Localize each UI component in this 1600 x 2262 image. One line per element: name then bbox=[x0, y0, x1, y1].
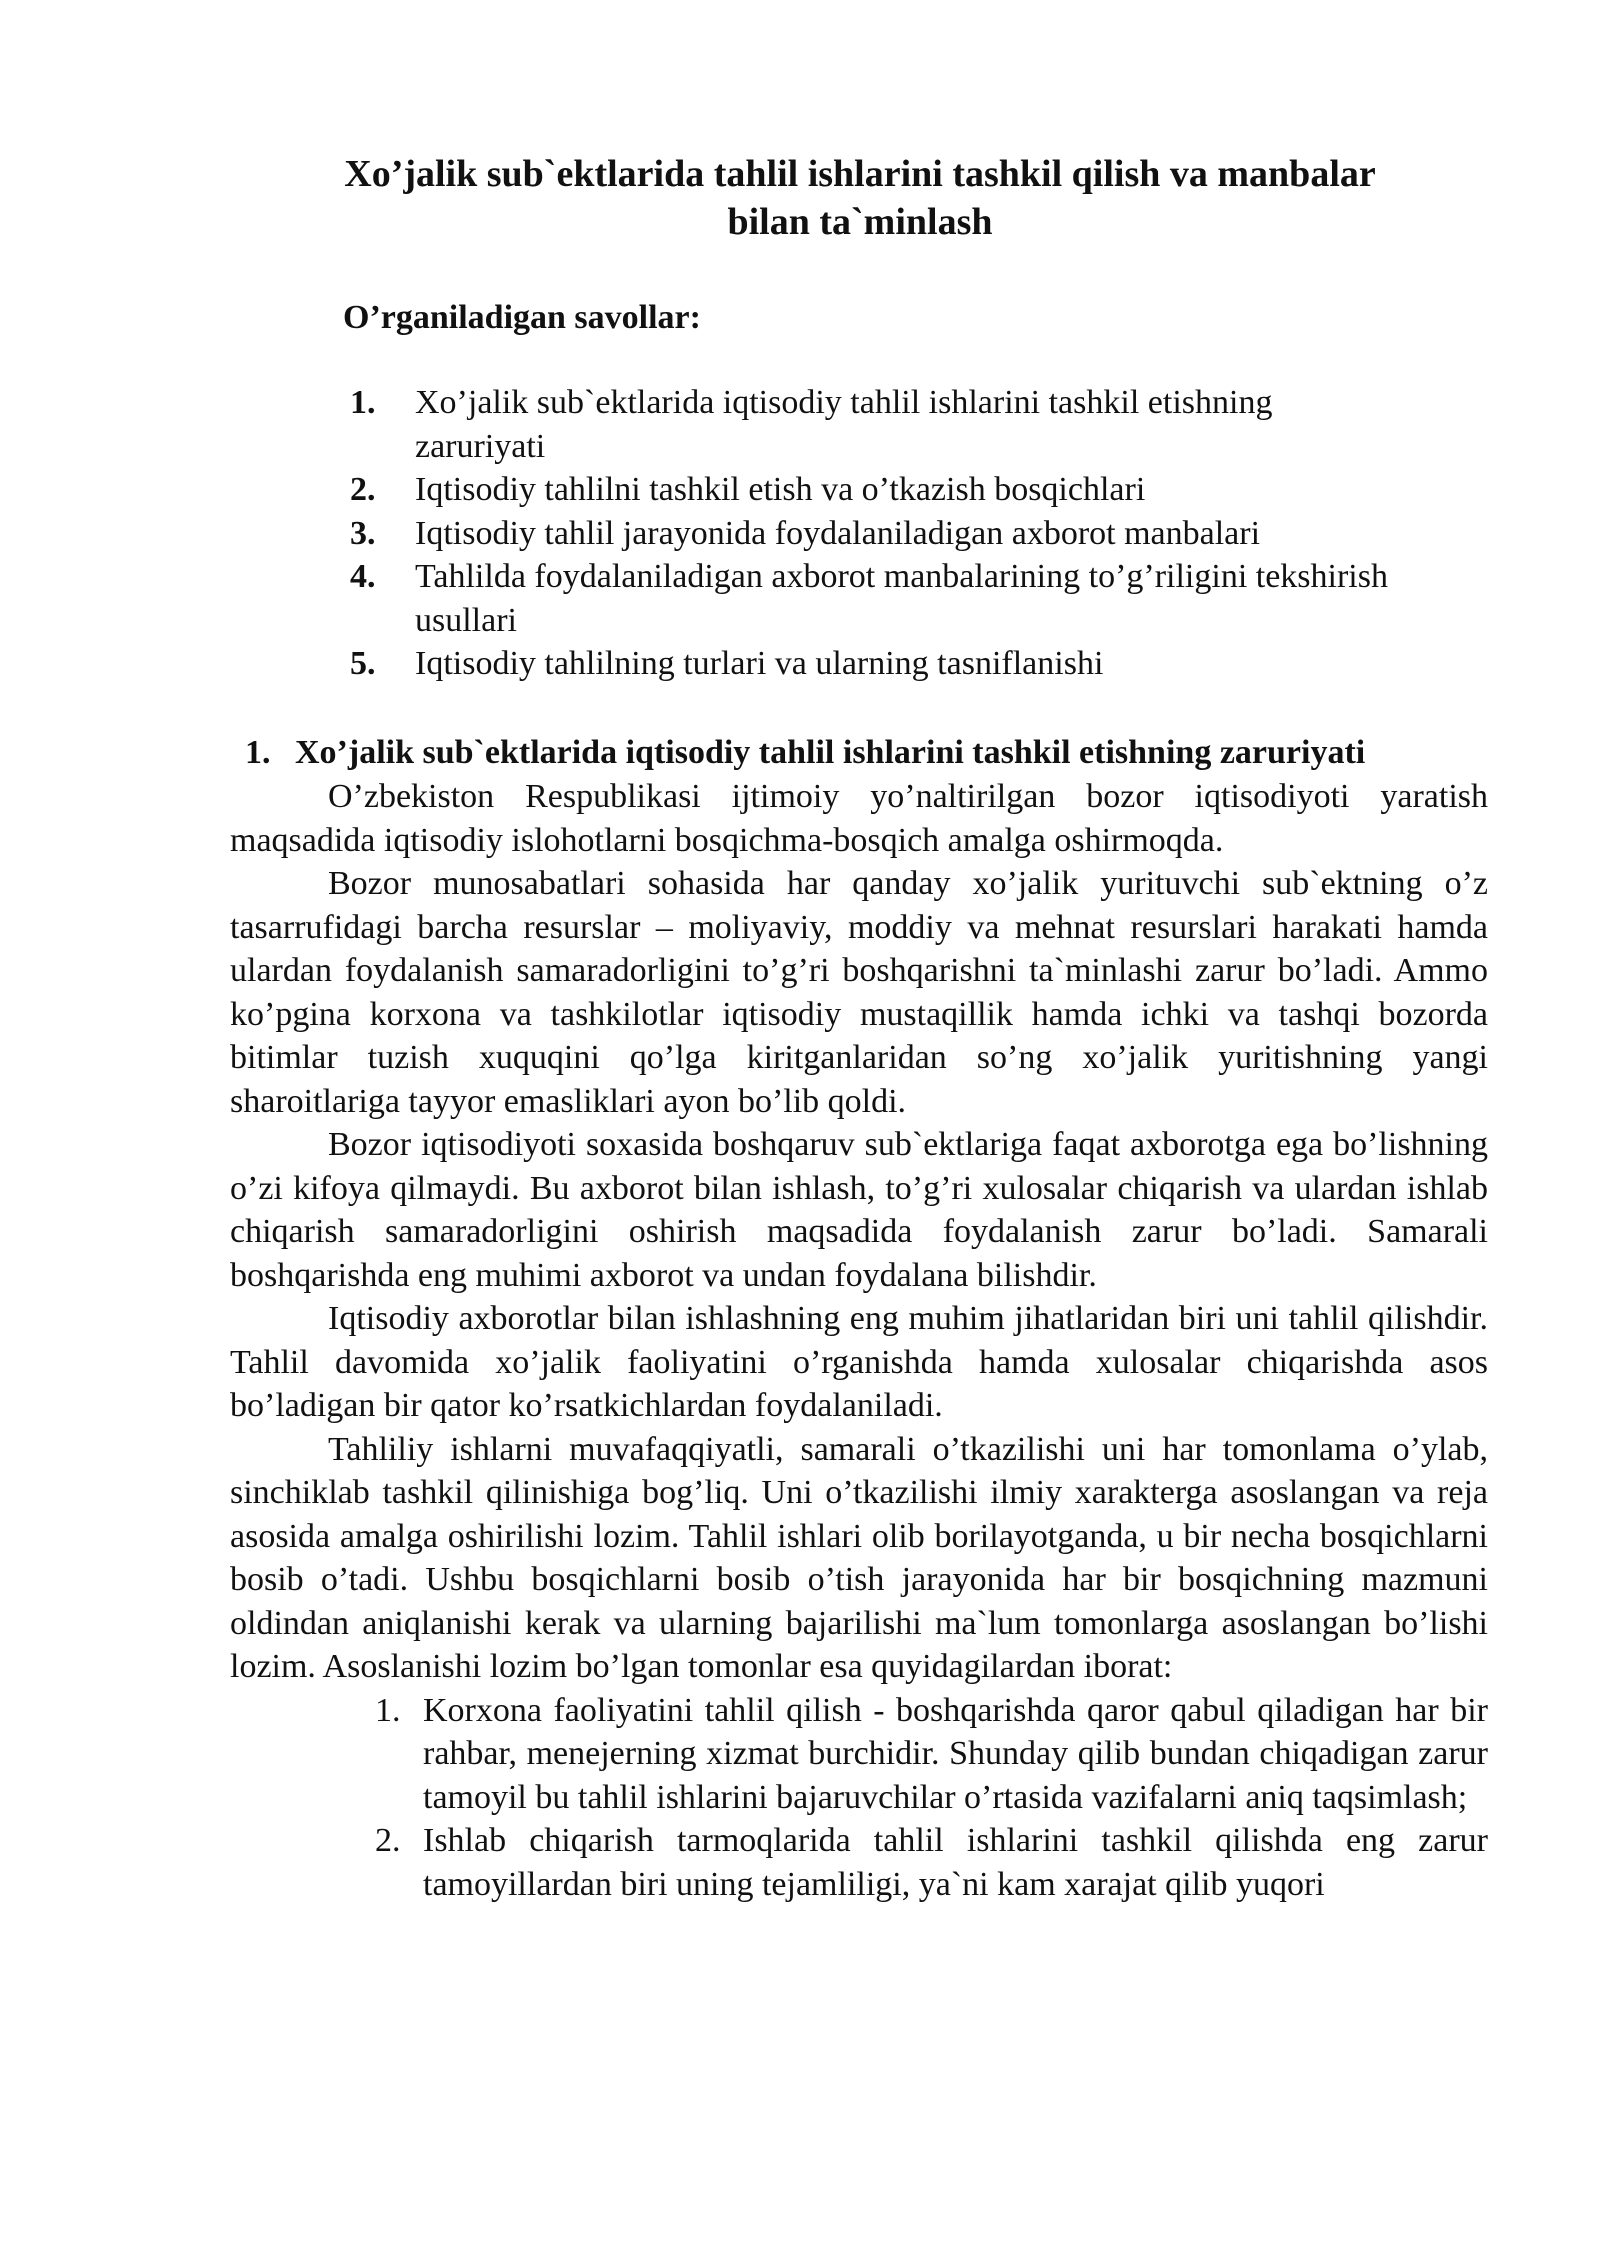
document-title bbox=[230, 150, 1490, 246]
paragraph: Iqtisodiy axborotlar bilan ishlashning eng muhim jihatlaridan biri uni tahlil qilishdir. Tahlil davomida xo’jalik faoliyatini o’rganishda hamda xulosalar chiqarishda asos bo’ladigan bir qator ko’rsatkichlardan foydalaniladi. bbox=[230, 1300, 1488, 1424]
paragraph: O’zbekiston Respublikasi ijtimoiy yo’naltirilgan bozor iqtisodiyoti yaratish maqsadida iqtisodiy islohotlarni bosqichma-bosqich amalga oshirmoqda. bbox=[230, 778, 1488, 859]
principle-number: 1. bbox=[375, 1691, 401, 1729]
paragraph: Bozor munosabatlari sohasida har qanday xo’jalik yurituvchi sub`ektning o’z tasarrufidagi barcha resurslar – moliyaviy, moddiy va mehnat resurslari harakati hamda ulardan foydalanish samaradorligini to’g’ri boshqarishni ta`minlashi zarur bo’ladi. Ammo ko’pgina korxona va tashkilotlar iqtisodiy mustaqillik hamda ichki va tashqi bozorda bitimlar tuzish xuquqini qo’lga kiritganlaridan so’ng xo’jalik yuritishning yangi sharoitlariga tayyor emasliklari ayon bo’lib qoldi. bbox=[230, 865, 1488, 1120]
principles-list bbox=[230, 1689, 1488, 1907]
question-number: 2. bbox=[350, 471, 376, 508]
principle-text: Korxona faoliyatini tahlil qilish - boshqarishda qaror qabul qiladigan har bir rahbar, menejerning xizmat burchidir. Shunday qilib bundan chiqadigan zarur tamoyil bu tahlil ishlarini bajaruvchilar o’rtasida vazifalarni aniq taqsimlash; bbox=[423, 1691, 1488, 1816]
question-text: Iqtisodiy tahlilni tashkil etish va o’tkazish bosqichlari bbox=[415, 471, 1146, 508]
question-text: Xo’jalik sub`ektlarida iqtisodiy tahlil ishlarini tashkil etishning zaruriyati bbox=[415, 384, 1273, 465]
section-body bbox=[230, 775, 1488, 1906]
paragraph: Bozor iqtisodiyoti soxasida boshqaruv sub`ektlariga faqat axborotga ega bo’lishning o’zi kifoya qilmaydi. Bu axborot bilan ishlash, to’g’ri xulosalar chiqarish va ulardan ishlab chiqarish samaradorligini oshirish maqsadida foydalanish zarur bo’ladi. Samarali boshqarishda eng muhimi axborot va undan foydalana bilishdir. bbox=[230, 1126, 1488, 1294]
principle-item bbox=[230, 1689, 1488, 1820]
question-number: 5. bbox=[350, 645, 376, 682]
question-item bbox=[340, 381, 1400, 468]
questions-heading: O’rganiladigan savollar: bbox=[343, 299, 701, 336]
title-line-2: bilan ta`minlash bbox=[727, 201, 993, 243]
principle-text: Ishlab chiqarish tarmoqlarida tahlil ishlarini tashkil qilishda eng zarur tamoyillardan biri uning tejamliligi, ya`ni kam xarajat qilib yuqori bbox=[423, 1822, 1488, 1903]
section-number: 1. bbox=[245, 734, 271, 771]
question-item bbox=[340, 555, 1400, 642]
principle-number: 2. bbox=[375, 1822, 401, 1859]
questions-list bbox=[340, 381, 1400, 686]
question-item bbox=[340, 642, 1400, 686]
principle-item bbox=[230, 1819, 1488, 1906]
title-line-1: Xo’jalik sub`ektlarida tahlil ishlarini tashkil qilish va manbalar bbox=[344, 153, 1376, 195]
question-item bbox=[340, 512, 1400, 556]
question-text: Tahlilda foydalaniladigan axborot manbalarining to’g’riligini tekshirish usullari bbox=[415, 558, 1388, 639]
question-number: 1. bbox=[350, 384, 376, 421]
paragraph: Tahliliy ishlarni muvafaqqiyatli, samarali o’tkazilishi uni har tomonlama o’ylab, sinchiklab tashkil qilinishiga bog’liq. Uni o’tkazilishi ilmiy xarakterga asoslangan va reja asosida amalga oshirilishi lozim. Tahlil ishlari olib borilayotganda, u bir necha bosqichlarni bosib o’tadi. Ushbu bosqichlarni bosib o’tish jarayonida har bir bosqichning mazmuni oldindan aniqlanishi kerak va ularning bajarilishi ma`lum tomonlarga asoslangan bo’lishi lozim. Asoslanishi lozim bo’lgan tomonlar esa quyidagilardan iborat: bbox=[230, 1430, 1488, 1685]
question-item bbox=[340, 468, 1400, 512]
question-number: 4. bbox=[350, 558, 376, 595]
section-heading-text: Xo’jalik sub`ektlarida iqtisodiy tahlil ishlarini tashkil etishning zaruriyati bbox=[295, 734, 1366, 771]
question-number: 3. bbox=[350, 514, 376, 552]
section-heading bbox=[245, 731, 1495, 775]
question-text: Iqtisodiy tahlil jarayonida foydalaniladigan axborot manbalari bbox=[415, 514, 1261, 552]
question-text: Iqtisodiy tahlilning turlari va ularning tasniflanishi bbox=[415, 645, 1104, 682]
